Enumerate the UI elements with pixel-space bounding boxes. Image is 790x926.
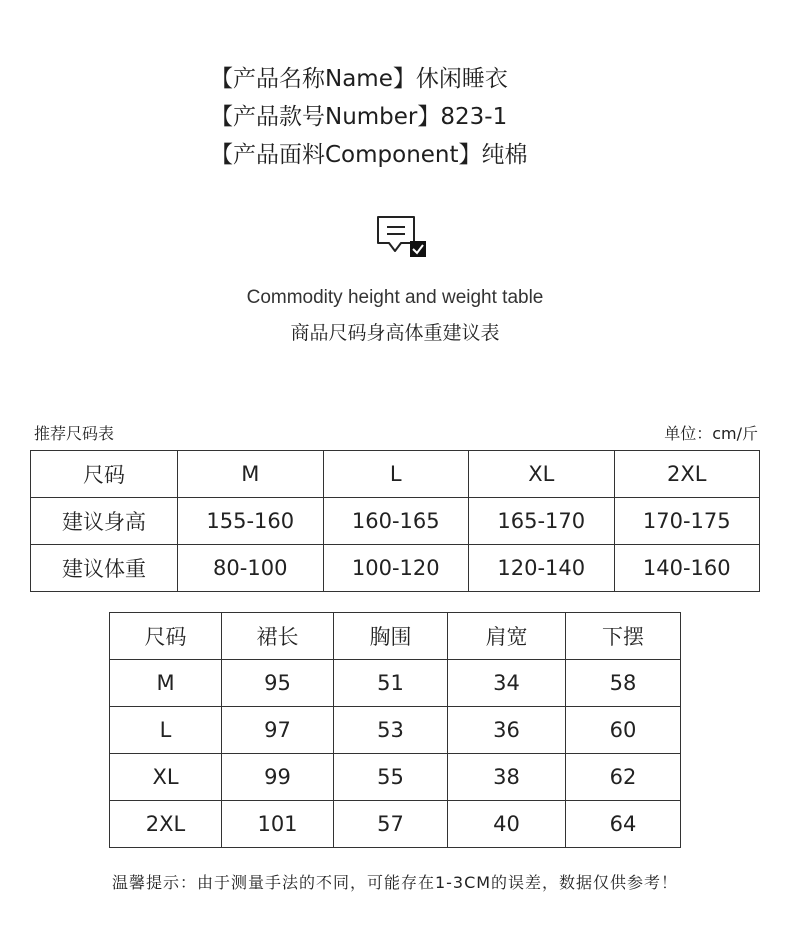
- table-row: [31, 451, 760, 498]
- table-cell: 165-170: [469, 498, 615, 545]
- heading-english: Commodity height and weight table: [246, 287, 544, 308]
- table-cell: 尺码: [110, 613, 222, 660]
- product-info: [210, 60, 528, 174]
- table-cell: 40: [448, 801, 566, 848]
- table-cell: 170-175: [614, 498, 760, 545]
- measurement-note: 温馨提示：由于测量手法的不同，可能存在1-3CM的误差，数据仅供参考！: [111, 873, 679, 892]
- table-cell: 建议身高: [31, 498, 178, 545]
- table-cell: L: [110, 707, 222, 754]
- table-cell: 155-160: [178, 498, 324, 545]
- table-cell: 36: [448, 707, 566, 754]
- table-cell: L: [323, 451, 469, 498]
- size-recommendation-table: [30, 450, 760, 592]
- table-cell: 51: [334, 660, 448, 707]
- table-cell: 53: [334, 707, 448, 754]
- table-cell: 80-100: [178, 545, 324, 592]
- table-cell: M: [178, 451, 324, 498]
- table-cell: 尺码: [31, 451, 178, 498]
- table-cell: 55: [334, 754, 448, 801]
- size-table-caption: 推荐尺码表: [34, 424, 115, 443]
- table-cell: 57: [334, 801, 448, 848]
- table-cell: 100-120: [323, 545, 469, 592]
- table-cell: 建议体重: [31, 545, 178, 592]
- table-cell: 97: [222, 707, 334, 754]
- table-cell: 60: [566, 707, 681, 754]
- chat-check-icon: [375, 214, 429, 260]
- product-name-line: 【产品名称Name】休闲睡衣: [210, 66, 508, 92]
- table-row: [31, 498, 760, 545]
- table-cell: 38: [448, 754, 566, 801]
- table-cell: 下摆: [566, 613, 681, 660]
- table-cell: XL: [469, 451, 615, 498]
- table-row: [110, 754, 681, 801]
- table-cell: 34: [448, 660, 566, 707]
- table-row: [110, 660, 681, 707]
- product-component-line: 【产品面料Component】纯棉: [210, 142, 528, 168]
- table-cell: 58: [566, 660, 681, 707]
- product-number-line: 【产品款号Number】823-1: [210, 104, 508, 130]
- table-cell: 2XL: [110, 801, 222, 848]
- table-row: [110, 613, 681, 660]
- table-cell: 95: [222, 660, 334, 707]
- table-cell: 胸围: [334, 613, 448, 660]
- table-row: [31, 545, 760, 592]
- table-row: [110, 801, 681, 848]
- table-cell: 裙长: [222, 613, 334, 660]
- table-cell: 64: [566, 801, 681, 848]
- table-cell: 120-140: [469, 545, 615, 592]
- table-cell: 62: [566, 754, 681, 801]
- table-cell: 肩宽: [448, 613, 566, 660]
- table-cell: 99: [222, 754, 334, 801]
- table-cell: 140-160: [614, 545, 760, 592]
- garment-measurement-table: [109, 612, 681, 848]
- table-row: [110, 707, 681, 754]
- heading-chinese: 商品尺码身高体重建议表: [290, 322, 500, 344]
- table-cell: 101: [222, 801, 334, 848]
- table-cell: XL: [110, 754, 222, 801]
- table-cell: M: [110, 660, 222, 707]
- table-cell: 160-165: [323, 498, 469, 545]
- size-table-unit: 单位：cm/斤: [664, 424, 758, 443]
- table-cell: 2XL: [614, 451, 760, 498]
